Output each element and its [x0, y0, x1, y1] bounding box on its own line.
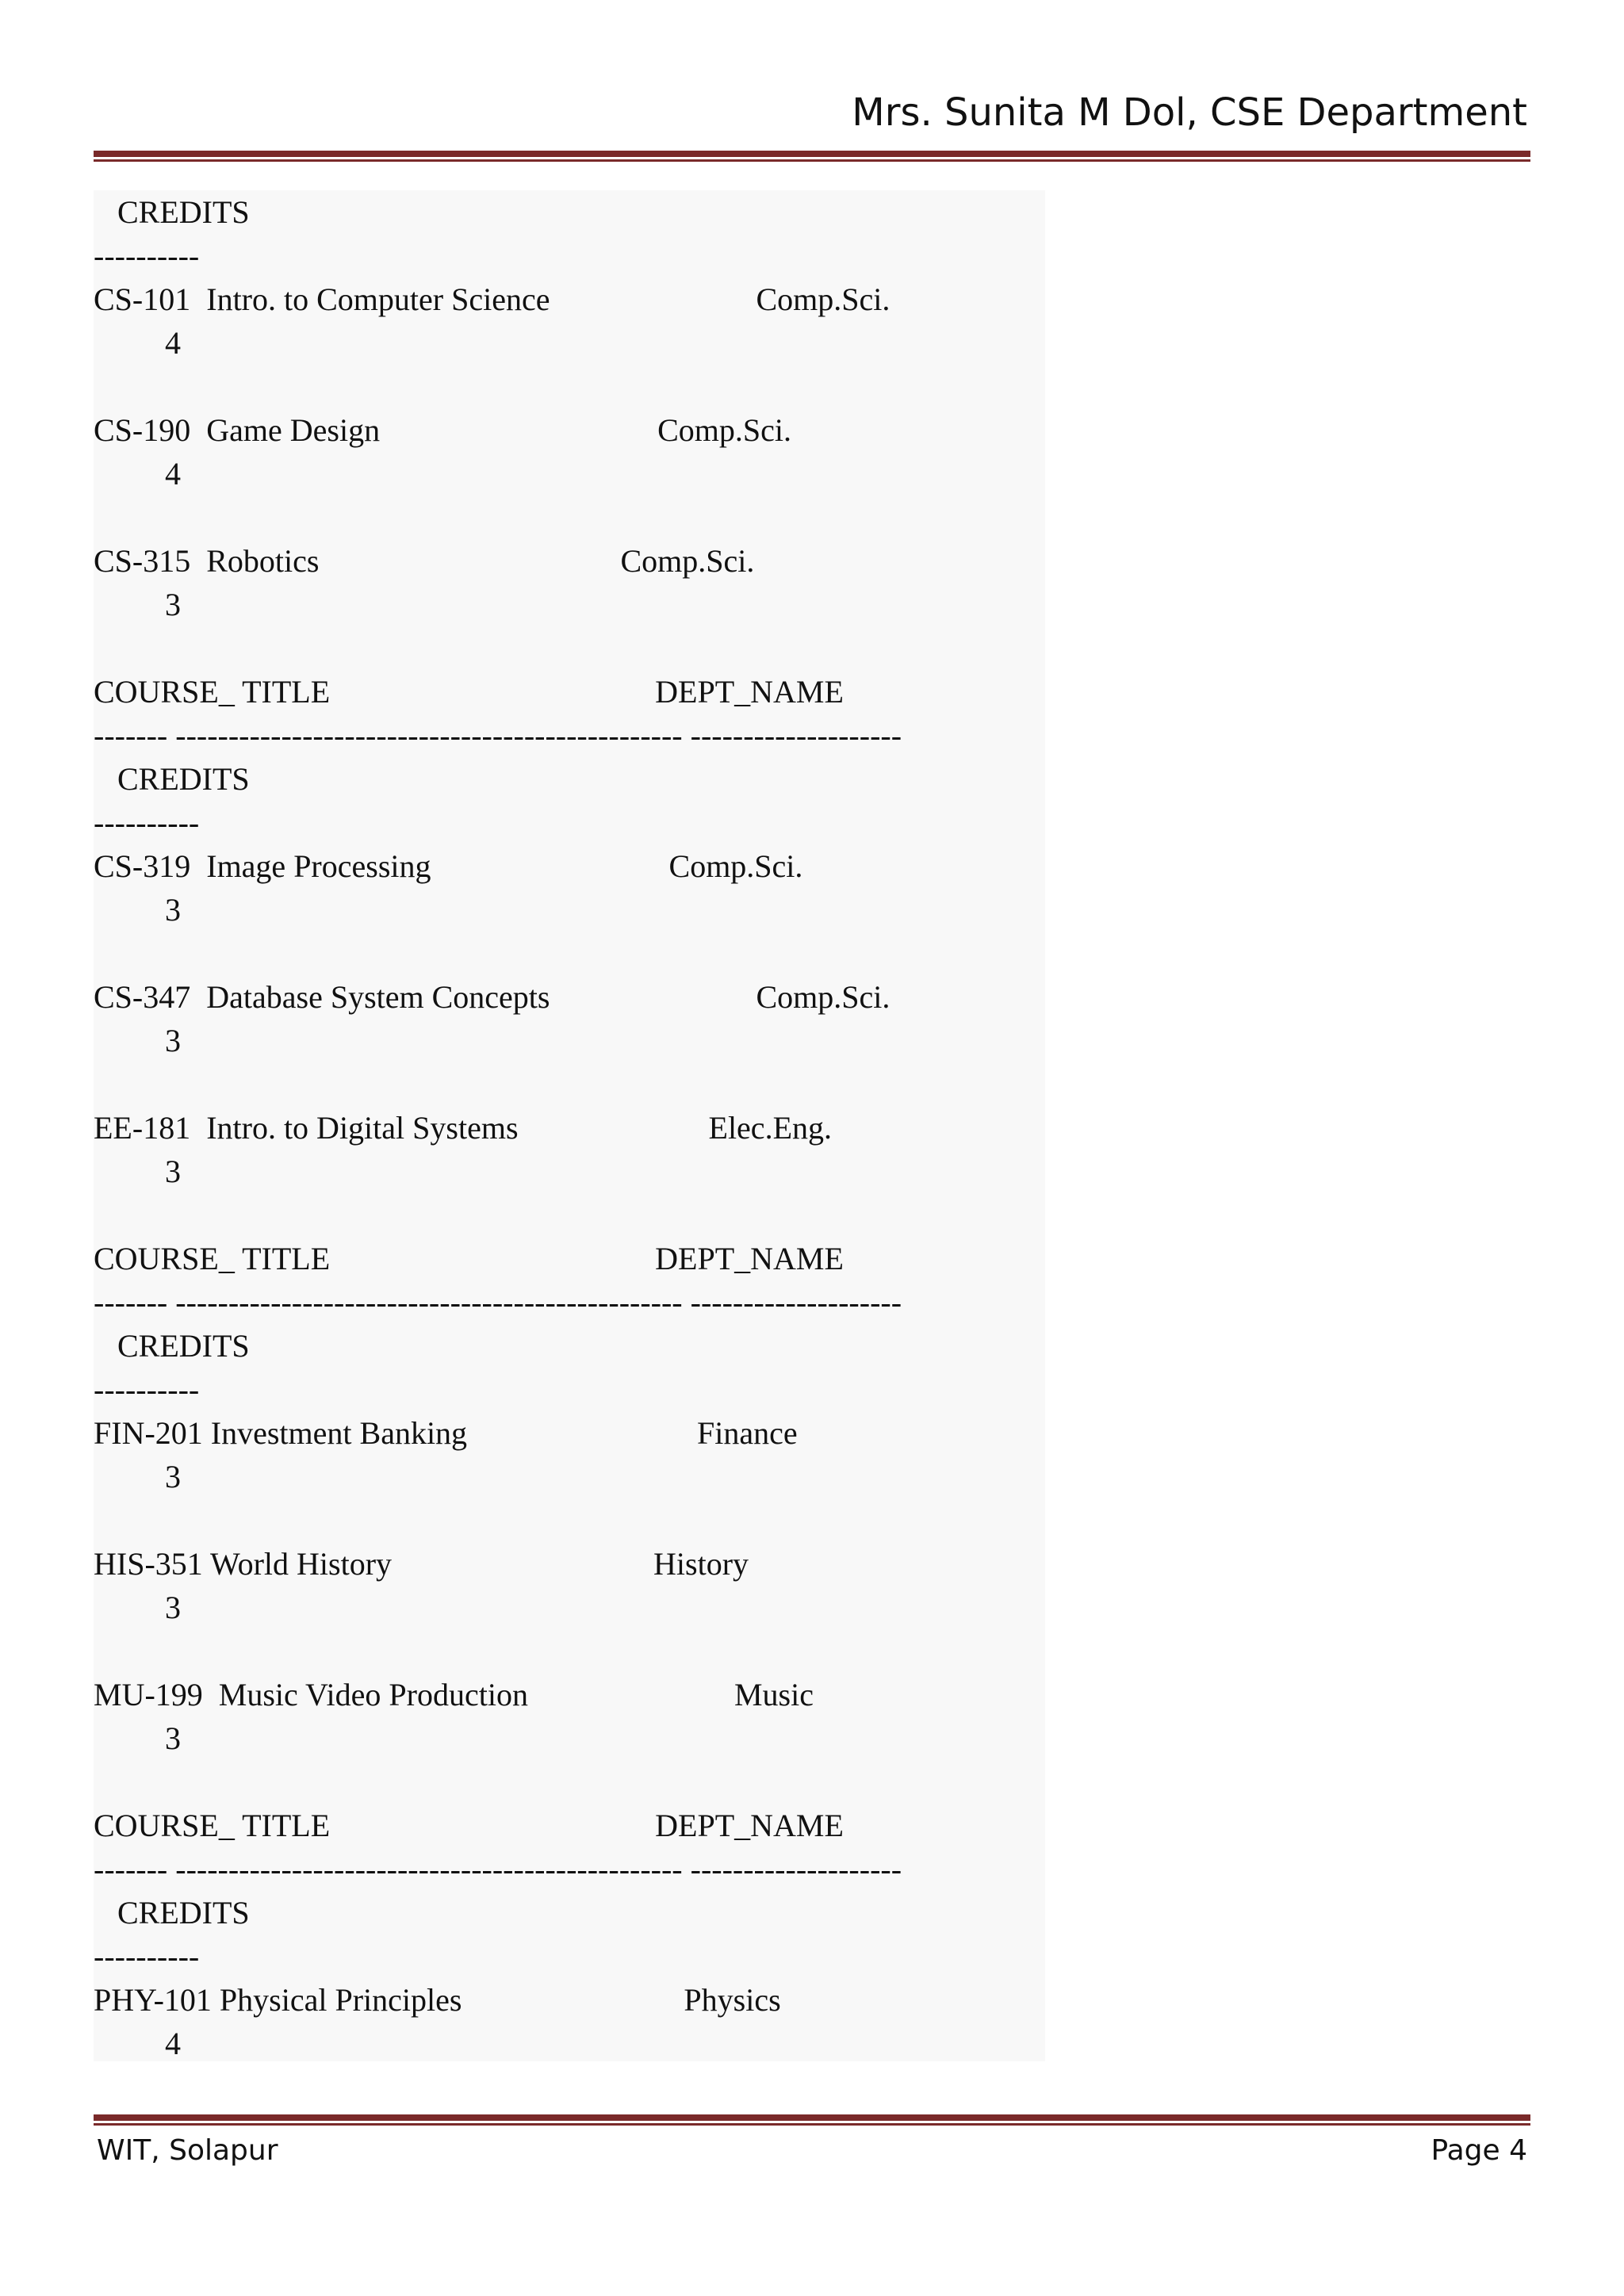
- listing-line: CS-319 Image Processing Comp.Sci.: [94, 848, 803, 884]
- listing-line: [94, 277, 890, 322]
- listing-line: CREDITS: [94, 1895, 250, 1931]
- listing-line: 4: [94, 456, 181, 492]
- header-rule-thick: [94, 151, 1530, 157]
- listing-header-line: COURSE_ TITLE DEPT_NAME: [94, 1241, 844, 1276]
- listing-line: ----------: [94, 238, 200, 274]
- course-cs101: CS-101 Intro. to Computer Science Comp.Sci.: [94, 281, 891, 317]
- footer-institution: WIT, Solapur: [97, 2134, 278, 2167]
- listing-line: EE-181 Intro. to Digital Systems Elec.Eng.: [94, 1110, 832, 1146]
- listing-line: MU-199 Music Video Production Music: [94, 1677, 814, 1712]
- listing-header-line: COURSE_ TITLE DEPT_NAME: [94, 674, 844, 710]
- listing-line: 4: [94, 325, 181, 361]
- listing-line: 3: [94, 1720, 181, 1756]
- listing-line: CS-190 Game Design Comp.Sci.: [94, 412, 791, 448]
- listing-line: CS-315 Robotics Comp.Sci.: [94, 543, 755, 579]
- query-output-listing: [94, 190, 1045, 2061]
- listing-line: 3: [94, 587, 181, 622]
- header-rule: [94, 151, 1530, 162]
- listing-line: CS-347 Database System Concepts Comp.Sci.: [94, 979, 891, 1015]
- listing-line: 3: [94, 1023, 181, 1058]
- header-rule-thin: [94, 159, 1530, 162]
- listing-line: CREDITS: [94, 761, 250, 797]
- listing-line: 4: [94, 2026, 181, 2061]
- page-header-title: Mrs. Sunita M Dol, CSE Department: [852, 90, 1527, 135]
- listing-line: 3: [94, 892, 181, 928]
- listing-line: 3: [94, 1459, 181, 1494]
- listing-line: ----------: [94, 805, 200, 840]
- listing-line: FIN-201 Investment Banking Finance: [94, 1415, 798, 1451]
- footer-rule: [94, 2114, 1530, 2126]
- listing-line: 3: [94, 1154, 181, 1189]
- listing-line: ----------: [94, 1938, 200, 1974]
- footer-rule-thick: [94, 2114, 1530, 2121]
- listing-line: ----------: [94, 1372, 200, 1407]
- listing-line: PHY-101 Physical Principles Physics: [94, 1982, 781, 2018]
- listing-line: 3: [94, 1590, 181, 1625]
- listing-line: CREDITS: [94, 1328, 250, 1364]
- listing-header-line: COURSE_ TITLE DEPT_NAME: [94, 1808, 844, 1843]
- listing-line: CREDITS: [94, 194, 250, 230]
- listing-line: HIS-351 World History History: [94, 1546, 749, 1582]
- listing-separator-line: ------- ------------------------------------------------ --------------------: [94, 1284, 902, 1320]
- listing-separator-line: ------- ------------------------------------------------ --------------------: [94, 1851, 902, 1887]
- page-number: Page 4: [1431, 2134, 1527, 2167]
- listing-separator-line: ------- ------------------------------------------------ --------------------: [94, 718, 902, 753]
- footer-rule-thin: [94, 2123, 1530, 2126]
